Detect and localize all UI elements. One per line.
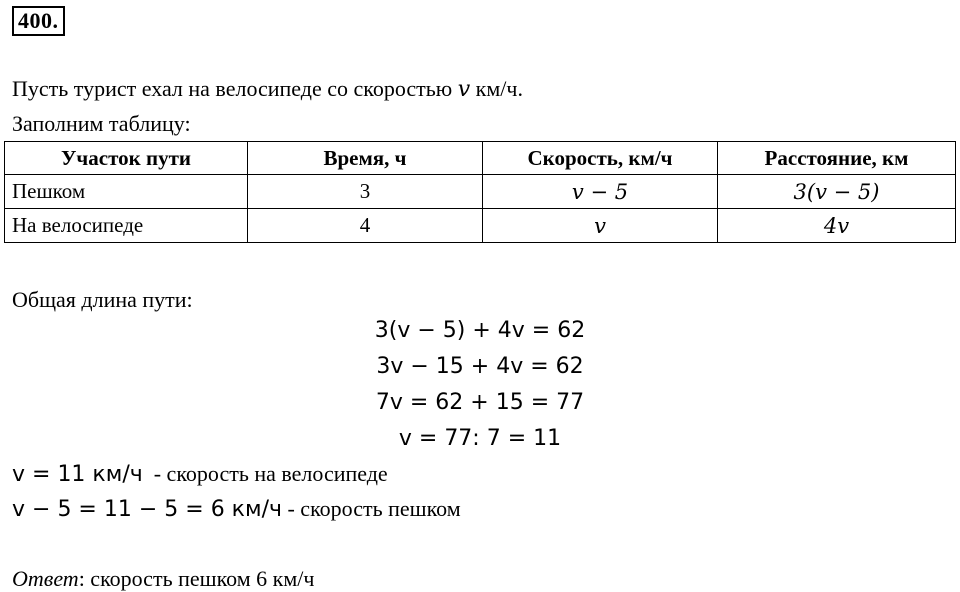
table-row xyxy=(5,175,956,209)
answer-text: : скорость пешком 6 км/ч xyxy=(78,566,315,591)
header-segment: Участок пути xyxy=(5,142,248,175)
table-cell: 4 xyxy=(248,209,483,243)
intro-text-before: Пусть турист ехал на велосипеде со скоростью xyxy=(12,76,458,101)
equation-line: 7v = 62 + 15 = 77 xyxy=(375,390,585,415)
table-cell: Пешком xyxy=(5,175,248,209)
equation-line: 3(v − 5) + 4v = 62 xyxy=(374,318,586,343)
intro-text-after: км/ч. xyxy=(470,76,523,101)
header-speed: Скорость, км/ч xyxy=(483,142,718,175)
result-line xyxy=(12,461,388,488)
result-math: v = 11 xyxy=(12,462,86,487)
intro-line xyxy=(12,76,523,103)
total-length-label: Общая длина пути: xyxy=(12,287,193,312)
table-row xyxy=(5,209,956,243)
table-cell: v xyxy=(483,209,718,243)
header-distance: Расстояние, км xyxy=(718,142,956,175)
intro-variable: v xyxy=(457,77,471,102)
answer-label: Ответ xyxy=(12,566,79,591)
header-time: Время, ч xyxy=(248,142,483,175)
table-header-row xyxy=(5,142,956,175)
table-cell: 4v xyxy=(718,209,956,243)
result-unit: км/ч xyxy=(224,497,282,522)
result-text: - скорость на велосипеде xyxy=(142,461,388,486)
table-cell: v − 5 xyxy=(483,175,718,209)
table-cell: 3 xyxy=(248,175,483,209)
data-table xyxy=(4,141,956,243)
fill-table-label: Заполним таблицу: xyxy=(12,111,191,136)
table-cell: На велосипеде xyxy=(5,209,248,243)
equation-line: 3v − 15 + 4v = 62 xyxy=(376,354,584,379)
result-line xyxy=(12,496,461,523)
table-cell: 3(v − 5) xyxy=(718,175,956,209)
result-text: - скорость пешком xyxy=(281,496,461,521)
result-unit: км/ч xyxy=(85,462,143,487)
problem-number: 400. xyxy=(12,6,65,36)
answer-line xyxy=(12,566,314,592)
result-math: v − 5 = 11 − 5 = 6 xyxy=(12,497,225,522)
equation-line: v = 77: 7 = 11 xyxy=(398,426,562,451)
